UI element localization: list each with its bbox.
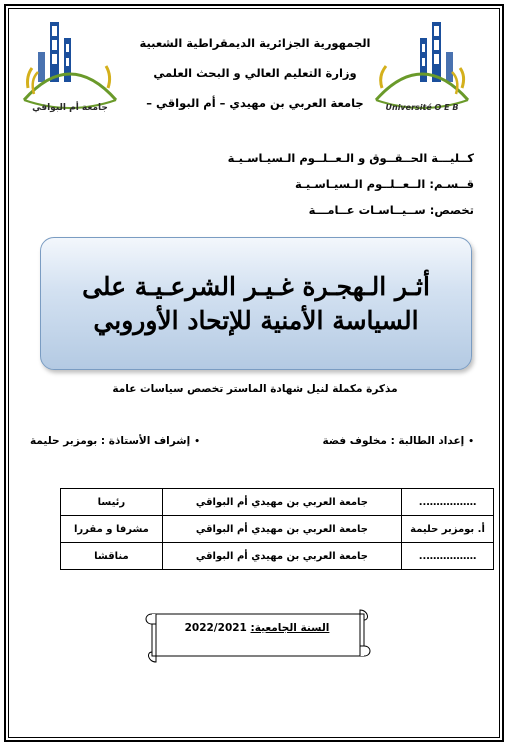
student-credit-text: إعداد الطالبة : مخلوف فضة	[322, 435, 465, 447]
republic-name: الجمهورية الجزائرية الديمقراطية الشعبية	[139, 36, 371, 50]
table-row	[61, 516, 494, 543]
thesis-title-line-1: أثـر الـهجـرة غـيـر الشرعـيـة على	[82, 271, 430, 301]
thesis-title-line-2: السياسة الأمنية للإتحاد الأوروبي	[93, 305, 419, 335]
university-name: جامعة العربي بن مهيدي – أم البواقي –	[146, 96, 364, 110]
thesis-title-box	[40, 237, 472, 370]
specialty-value: ســيــاسـات عــامـــة	[308, 203, 426, 217]
jury-table	[60, 488, 494, 570]
jury-member-name: ……………..	[402, 489, 494, 516]
student-credit	[323, 435, 474, 447]
jury-member-role: مشرفا و مقررا	[61, 516, 163, 543]
ministry-name: وزارة التعليم العالي و البحث العلمي	[153, 66, 357, 80]
department-label: قــسـم:	[429, 177, 474, 191]
logo-right-caption: Université O E B	[385, 103, 459, 112]
scroll-banner	[142, 608, 372, 666]
academic-year-label: السنة الجامعية:	[250, 622, 330, 634]
academic-year-value: 2022/2021	[184, 622, 247, 634]
university-logo-left	[20, 18, 120, 118]
jury-member-role: رئيسا	[61, 489, 163, 516]
supervisor-credit	[30, 435, 200, 447]
jury-member-name: ……………..	[402, 543, 494, 570]
supervisor-credit-text: إشراف الأستاذة : بومزبر حليمة	[30, 435, 191, 447]
department-value: الــعــلــوم الـسيـاسـيـة	[294, 177, 426, 191]
jury-member-university: جامعة العربي بن مهيدي أم البواقي	[162, 516, 401, 543]
academic-year	[142, 622, 372, 634]
faculty-line	[228, 151, 474, 165]
jury-member-university: جامعة العربي بن مهيدي أم البواقي	[162, 489, 401, 516]
jury-member-role: مناقشا	[61, 543, 163, 570]
table-row	[61, 543, 494, 570]
table-row	[61, 489, 494, 516]
faculty-label: كــليـــة الحــقــوق و الـعــلــوم الـسيـاسـيـة	[227, 151, 474, 165]
specialty-label: تخصص:	[429, 203, 474, 217]
thesis-subtitle: مذكرة مكملة لنيل شهادة الماستر تخصص سياسات عامة	[112, 383, 398, 395]
logo-left-caption: جامعة أم البواقي	[32, 103, 108, 113]
jury-member-university: جامعة العربي بن مهيدي أم البواقي	[162, 543, 401, 570]
department-line	[295, 177, 474, 191]
specialty-line	[309, 203, 474, 217]
bullet-icon: •	[468, 437, 474, 447]
jury-member-name: أ. بومزبر حليمة	[402, 516, 494, 543]
bullet-icon: •	[194, 437, 200, 447]
